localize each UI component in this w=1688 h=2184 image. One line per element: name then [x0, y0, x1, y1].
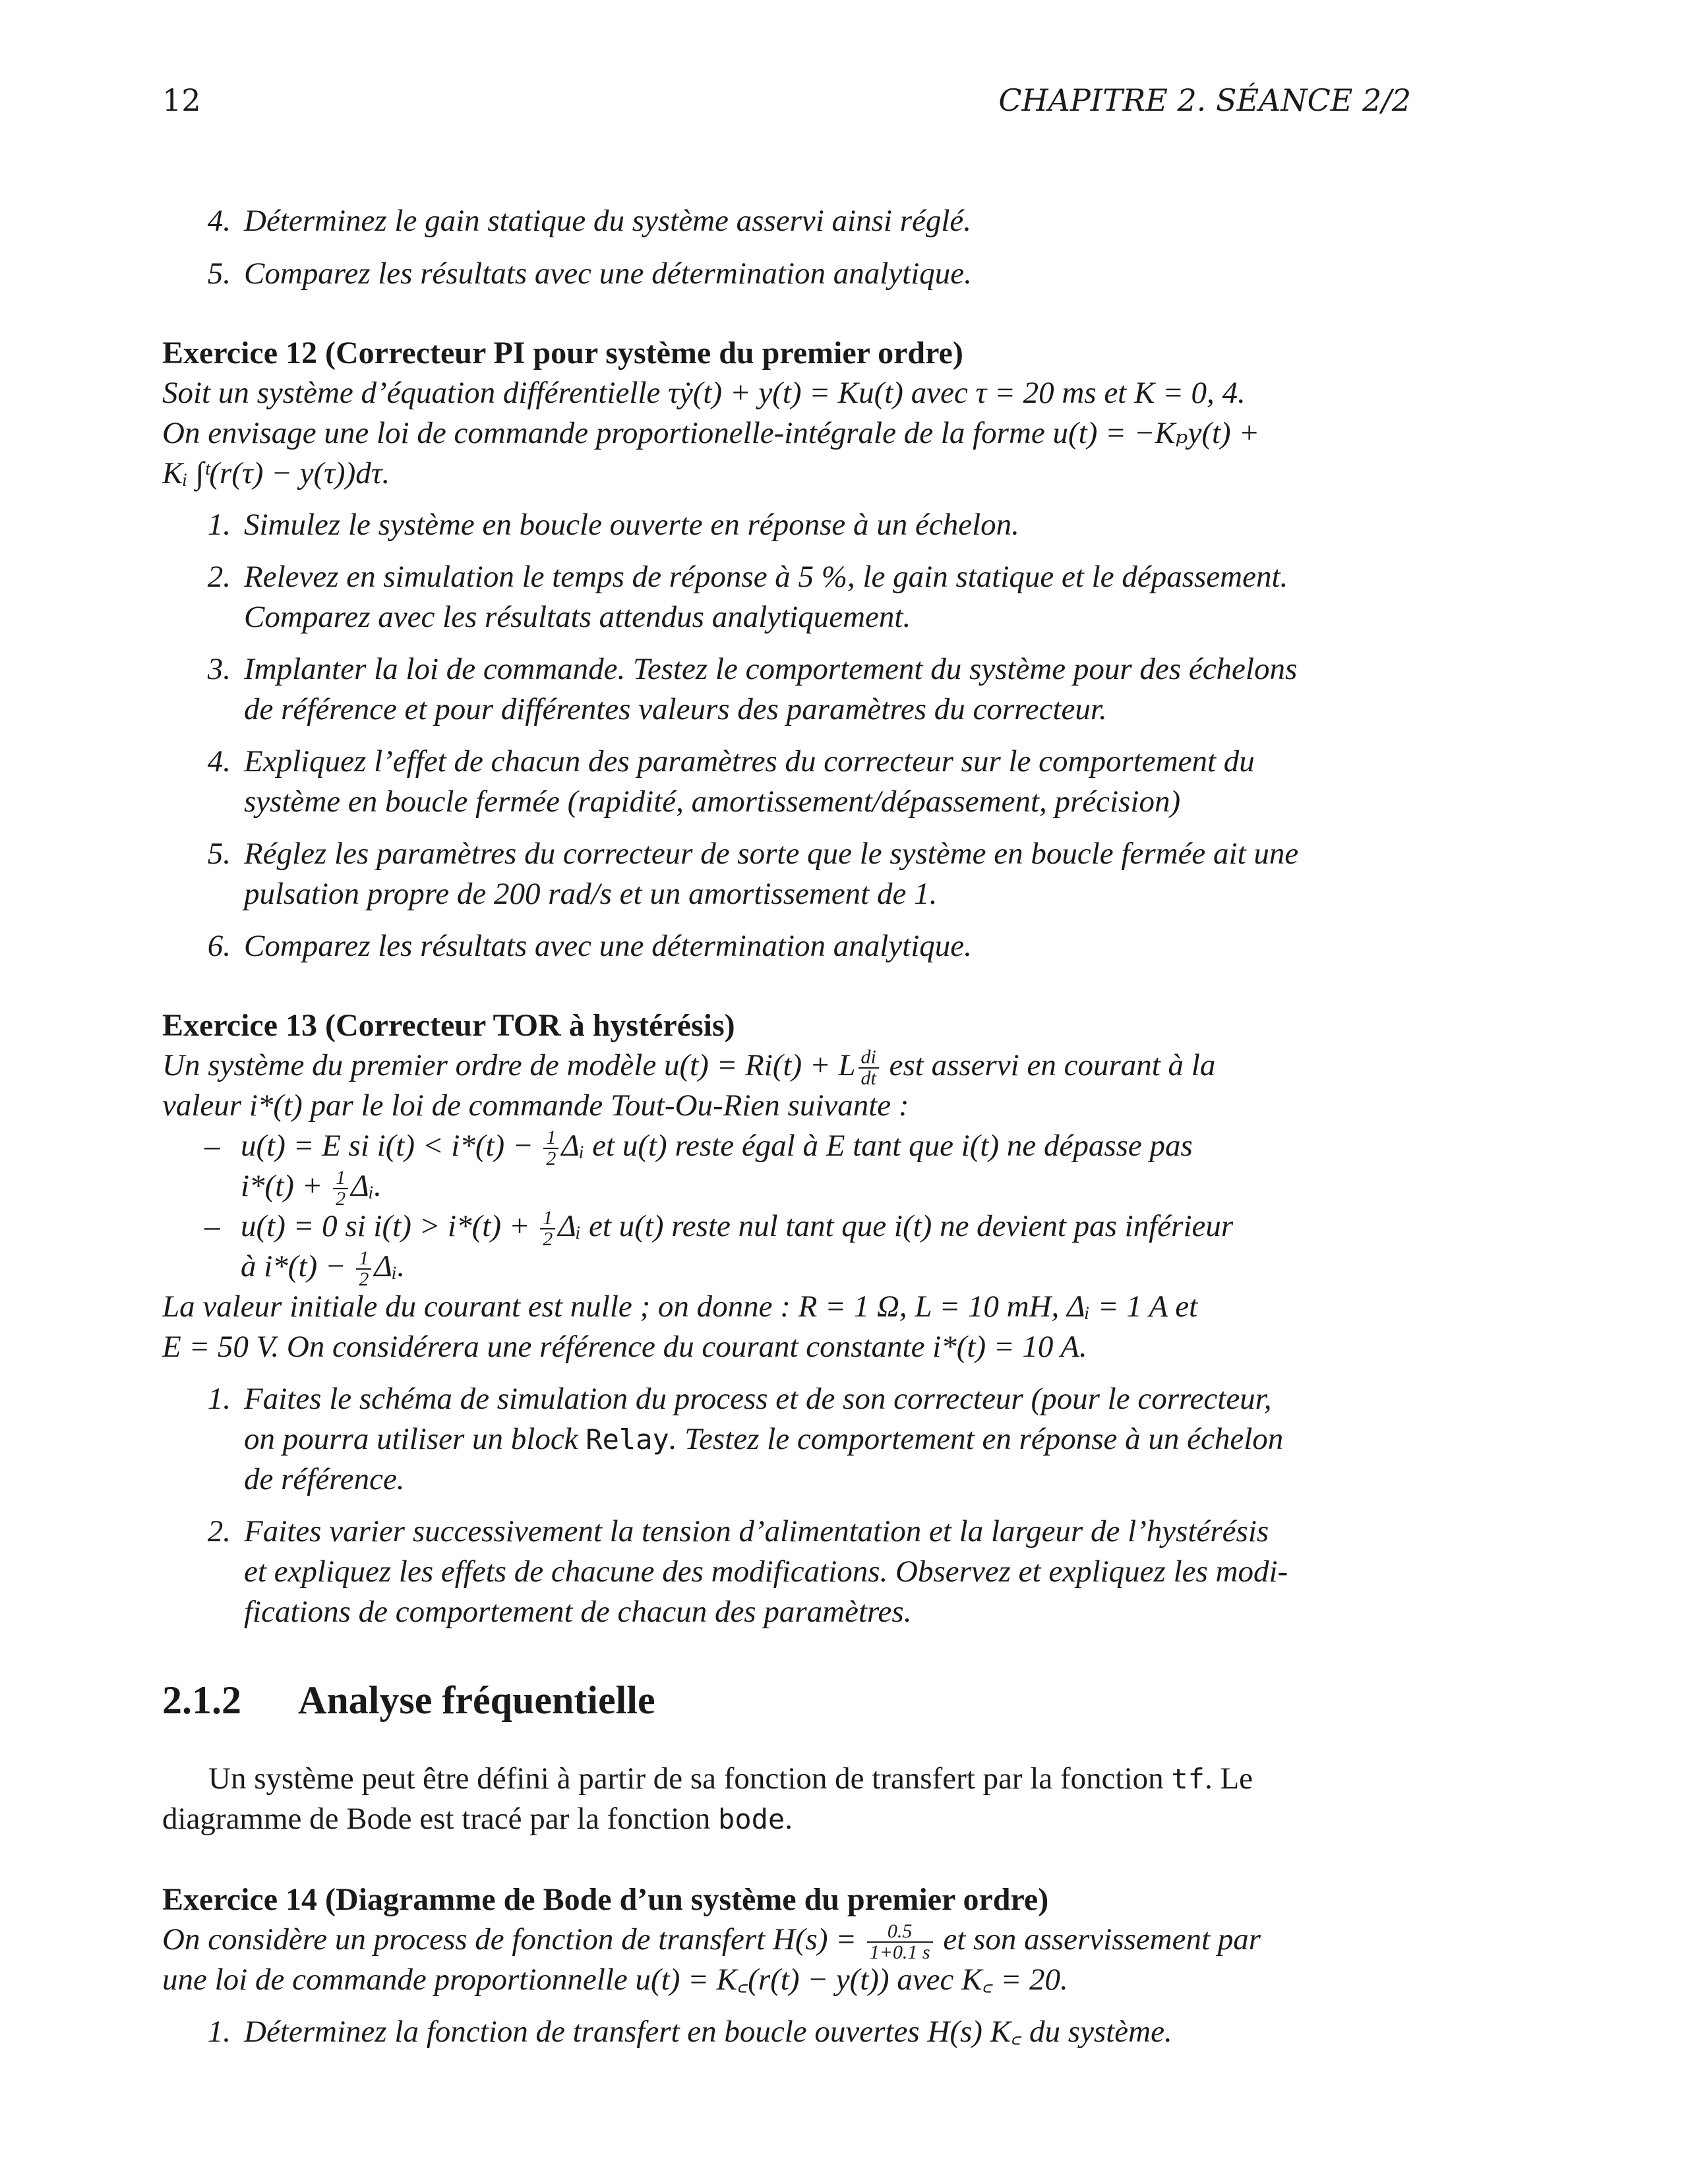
section-title: Analyse fréquentielle	[298, 1678, 655, 1722]
exercise-14-title: Exercice 14 (Diagramme de Bode d’un système du premier ordre)	[162, 1882, 1049, 1917]
exercise-13-intro-line: Un système du premier ordre de modèle u(t) = Ri(t) + L $\frac{di}{dt}$ est asservi en courant à la	[162, 1046, 1216, 1090]
section-number: 2.1.2	[162, 1678, 241, 1722]
dash-bullet: –	[204, 1209, 220, 1243]
fraction: $\frac{1}{2}$	[540, 1208, 555, 1249]
code-bode: bode	[718, 1803, 785, 1835]
exercise-13-intro-line: valeur i*(t) par le loi de commande Tout-Ou-Rien suivante :	[162, 1088, 909, 1123]
exercise-12-intro-line: On envisage une loi de commande proportionelle-intégrale de la forme u(t) = −Kₚy(t) +	[162, 416, 1260, 450]
exercise-12-intro-line: Kᵢ ∫ᵗ(r(τ) − y(τ))dτ.	[162, 456, 390, 490]
dash-bullet: –	[204, 1129, 220, 1163]
transfer-fraction: $\frac{0.5}{1+0.1 s}$	[867, 1922, 933, 1963]
exercise-13-values-line: La valeur initiale du courant est nulle ; on donne : R = 1 Ω, L = 10 mH, Δᵢ = 1 A et	[162, 1289, 1198, 1324]
exercise-12-title: Exercice 12 (Correcteur PI pour système du premier ordre)	[162, 336, 963, 370]
exercise-13-title: Exercice 13 (Correcteur TOR à hystérésis)	[162, 1008, 735, 1043]
exercise-12-intro-line: Soit un système d’équation différentielle τẏ(t) + y(t) = Ku(t) avec τ = 20 ms et K = 0, 4.	[162, 376, 1246, 410]
chapter-header: CHAPITRE 2. SÉANCE 2/2	[998, 82, 1411, 118]
fraction: $\frac{1}{2}$	[333, 1168, 348, 1209]
page-number: 12	[162, 82, 201, 118]
code-relay: Relay	[586, 1423, 669, 1456]
fraction: $\frac{di}{dt}$	[859, 1048, 879, 1088]
fraction: $\frac{1}{2}$	[356, 1249, 371, 1289]
exercise-14-intro-line: On considère un process de fonction de transfert H(s) = $\frac{0.5}{1+0.1 s}$ et son asservissement par	[162, 1920, 1261, 1964]
section-paragraph-line: Un système peut être défini à partir de sa fonction de transfert par la fonction tf. Le	[208, 1761, 1253, 1796]
exercise-13-values-line: E = 50 V. On considérera une référence du courant constante i*(t) = 10 A.	[162, 1330, 1087, 1364]
fraction: $\frac{1}{2}$	[543, 1128, 558, 1169]
code-tf: tf	[1171, 1763, 1205, 1795]
document-page: 12 CHAPITRE 2. SÉANCE 2/2 4. Déterminez le gain statique du système asservi ainsi réglé. 5. Comparez les résultats avec une détermination analytique. Exercice 12 (Correcteur PI pour système du premier ordre) Soit un système d’équation différentielle τẏ(t) + y(t) = Ku(t) avec τ = 20 ms et K = 0, 4. On envisage une loi de commande proportionelle-intégrale de la forme u(t) = −Kₚy(t) + Kᵢ ∫ᵗ(r(τ) − y(τ))dτ. 1. Simulez le système en boucle ouverte en réponse à un échelon. 2. Relevez en simulation le temps de réponse à 5 %, le gain statique et le dépassement. Comparez avec les résultats attendus analytiquement. 3. Implanter la loi de commande. Testez le comportement du système pour des échelons de référence et pour différentes valeurs des paramètres du correcteur. 4. Expliquez l’effet de chacun des paramètres du correcteur sur le comportement du système en boucle fermée (rapidité, amortissement/dépassement, précision) 5. Réglez les paramètres du correcteur de sorte que le système en boucle fermée ait une pulsation propre de 200 rad/s et un amortissement de 1. 6. Comparez les résultats avec une détermination analytique. Exercice 13 (Correcteur TOR à hystérésis) Un système du premier ordre de modèle u(t) = Ri(t) + L $\frac{di}{dt}$ est asservi en courant à la valeur i*(t) par le loi de commande Tout-Ou-Rien suivante : – u(t) = E si i(t) < i*(t) − $\frac{1}{2}$ Δᵢ et u(t) reste égal à E tant que i(t) ne dépasse pas i*(t) + $\frac{1}{2}$ Δᵢ. – u(t) = 0 si i(t) > i*(t) + $\frac{1}{2}$ Δᵢ et u(t) reste nul tant que i(t) ne devient pas inférieur à i*(t) − $\frac{1}{2}$ Δᵢ. La valeur initiale du courant est nulle ; on donne : R = 1 Ω, L = 10 mH, Δᵢ = 1 A et E = 50 V. On considérera une référence du courant constante i*(t) = 10 A. 1. Faites le schéma de simulation du process et de son correcteur (pour le correcteur, on pourra utiliser un block Relay. Testez le comportement en réponse à un échelon de référence. 2. Faites varier successivement la tension d’alimentation et la largeur de l’hystérésis et expliquez les effets de chacune des modifications. Observez et expliquez les modi- fications de comportement de chacun des paramètres. 2.1.2 Analyse fréquentielle Un système peut être défini à partir de sa fonction de transfert par la fonction tf. Le diagramme de Bode est tracé par la fonction bode. Exercice 14 (Diagramme de Bode d’un système du premier ordre) On considère un process de fonction de transfert H(s) = $\frac{0.5}{1+0.1 s}$ et son asservissement par une loi de commande proportionnelle u(t) = K꜀(r(t) − y(t)) avec K꜀ = 20. 1. Déterminez la fonction de transfert en boucle ouvertes H(s) K꜀ du système.	[162, 82, 1411, 2049]
exercise-14-intro-line: une loi de commande proportionnelle u(t) = K꜀(r(t) − y(t)) avec K꜀ = 20.	[162, 1963, 1068, 1997]
section-paragraph-line: diagramme de Bode est tracé par la fonction bode.	[162, 1802, 793, 1836]
